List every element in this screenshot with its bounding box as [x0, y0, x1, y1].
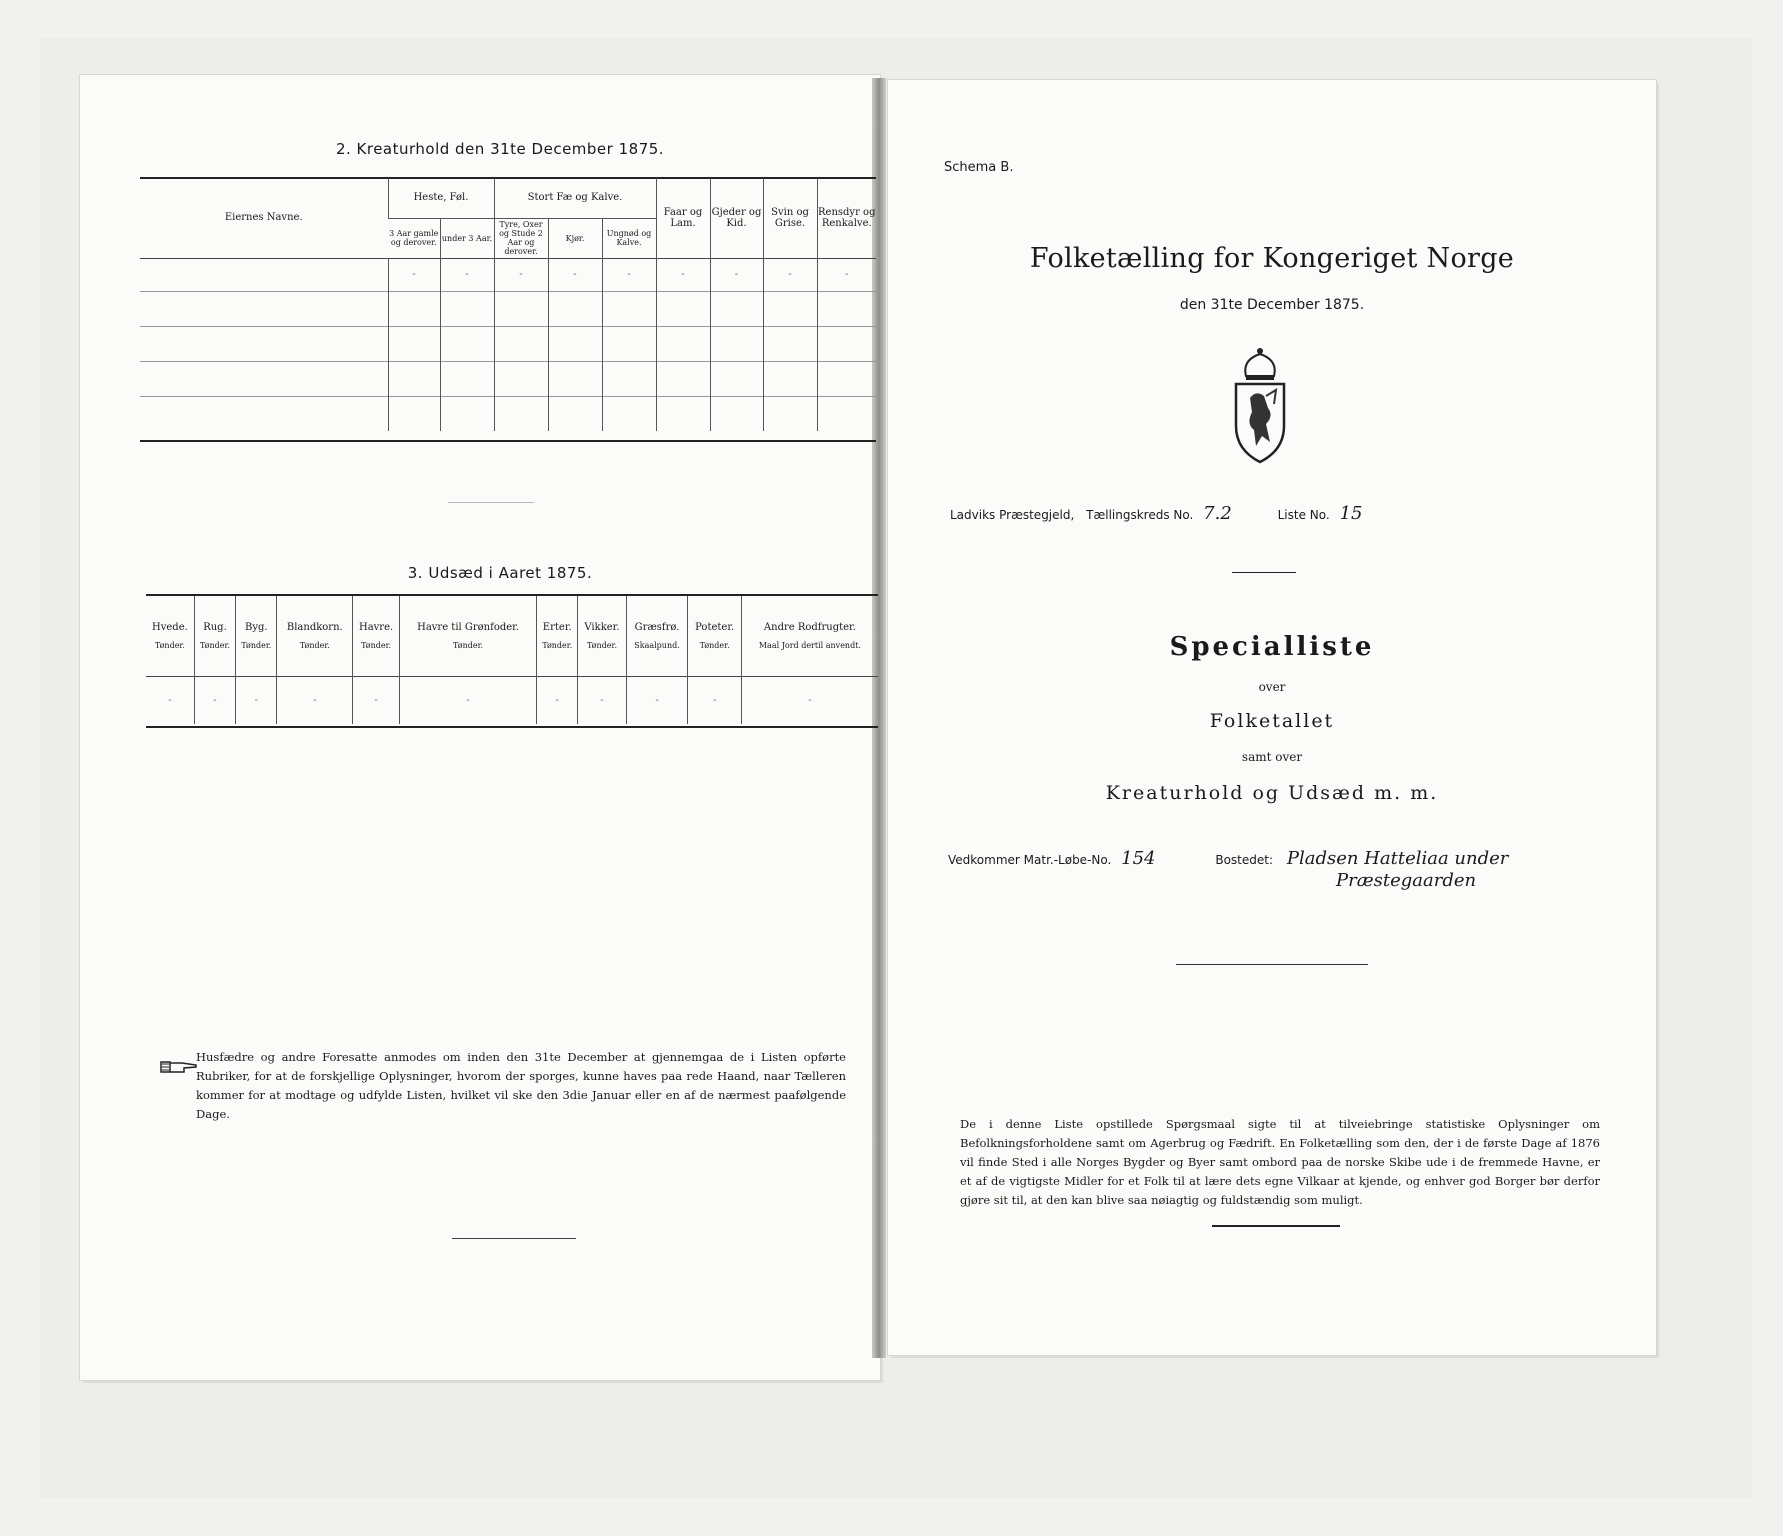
- sowing-col-8: [626, 596, 688, 676]
- table-row: [140, 361, 876, 396]
- sowing-col-name: Erter.: [542, 621, 572, 633]
- list-label: Liste No.: [1277, 508, 1330, 522]
- district-value: 7.2: [1203, 503, 1232, 524]
- parish-label: Ladviks Præstegjeld,: [950, 508, 1075, 522]
- sowing-cell: -: [626, 676, 688, 724]
- district-label: Tællingskreds No.: [1086, 508, 1194, 522]
- col-reindeer: Rensdyr og Renkalve.: [817, 178, 876, 258]
- schema-label: Schema B.: [944, 160, 1014, 175]
- sowing-cell: -: [194, 676, 235, 724]
- table-row: [146, 676, 878, 724]
- col-cows: Kjør.: [548, 218, 602, 258]
- sowing-col-unit: Skaalpund.: [634, 640, 680, 650]
- sowing-col-unit: Tønder.: [453, 640, 484, 650]
- sowing-col-unit: Maal Jord dertil anvendt.: [758, 640, 861, 650]
- sowing-cell: -: [168, 694, 172, 706]
- section2-title: 2. Kreaturhold den 31te December 1875.: [335, 140, 665, 158]
- kreaturhold-heading: Kreaturhold og Udsæd m. m.: [1105, 782, 1439, 804]
- sowing-col-name: Poteter.: [695, 621, 735, 633]
- sowing-col-6: [537, 596, 578, 676]
- col-pigs: Svin og Grise.: [763, 178, 817, 258]
- col-goats: Gjeder og Kid.: [710, 178, 763, 258]
- col-sheep: Faar og Lam.: [656, 178, 710, 258]
- folketallet-heading: Folketallet: [1209, 710, 1335, 732]
- sowing-cell: -: [688, 676, 741, 724]
- sowing-col-name: Hvede.: [152, 621, 188, 633]
- divider: [1232, 572, 1296, 573]
- specialliste-heading: Specialliste: [1169, 632, 1375, 662]
- col-horses-under3: under 3 Aar.: [440, 218, 494, 258]
- bostedet-value-1: Pladsen Hatteliaa under: [1286, 848, 1509, 869]
- sowing-col-unit: Tønder.: [586, 640, 617, 650]
- explanation-paragraph: De i denne Liste opstillede Spørgsmaal sigte til at tilveiebringe statistiske Oplysninger om Befolkningsforholdene samt om Agerbrug og Fædrift. En Folketælling som den, der i de første Dage af 1876 vil finde Sted i alle Norges Bygder og Byer samt ombord paa de norske Skibe ude i de fremmede Havne, er et af de vigtigste Midler for et Folk til at lære dets egne Vilkaar at kjende, og enhver god Borger bør derfor gjøre sit til, at den kan blive saa nøiagtig og fuldstændig som muligt.: [960, 1117, 1600, 1207]
- sowing-col-unit: Tønder.: [241, 640, 272, 650]
- sowing-col-name: Havre.: [358, 621, 394, 633]
- table-row: [140, 396, 876, 431]
- sowing-cell: -: [353, 676, 400, 724]
- table-row: [140, 291, 876, 326]
- sowing-col-unit: Tønder.: [542, 640, 573, 650]
- sowing-col-3: [277, 596, 353, 676]
- sowing-col-unit: Tønder.: [199, 640, 230, 650]
- samt-over-text: samt over: [1241, 750, 1303, 764]
- divider: [1176, 964, 1368, 965]
- sowing-col-name: Vikker.: [584, 621, 620, 633]
- sowing-col-9: [688, 596, 741, 676]
- col-group-cattle: Stort Fæ og Kalve.: [494, 178, 656, 218]
- sowing-cell: -: [236, 676, 277, 724]
- over-text: over: [1258, 680, 1286, 694]
- sowing-col-name: Havre til Grønfoder.: [417, 621, 520, 633]
- sowing-col-5: [400, 596, 537, 676]
- sowing-col-4: [353, 596, 400, 676]
- sowing-col-name: Byg.: [245, 621, 268, 633]
- end-rule: [1212, 1225, 1340, 1227]
- pointing-hand-icon: [160, 1058, 198, 1076]
- sowing-cell: -: [741, 676, 878, 724]
- sowing-col-0: [146, 596, 194, 676]
- col-horses-3yr: 3 Aar gamle og derover.: [389, 229, 439, 247]
- matr-label: Vedkommer Matr.-Løbe-No.: [948, 853, 1112, 867]
- sowing-col-name: Rug.: [203, 621, 227, 633]
- list-value: 15: [1339, 503, 1363, 524]
- sowing-col-unit: Tønder.: [154, 640, 185, 650]
- col-young-cattle: Ungnød og Kalve.: [602, 218, 656, 258]
- section3-title: 3. Udsæd i Aaret 1875.: [407, 564, 593, 582]
- table-row: - - - - - - - - -: [140, 258, 876, 291]
- sowing-col-unit: Tønder.: [299, 640, 330, 650]
- sowing-col-name: Blandkorn.: [286, 621, 343, 633]
- page-title: Folketælling for Kongeriget Norge: [1029, 243, 1515, 274]
- sowing-col-1: [194, 596, 235, 676]
- bostedet-label: Bostedet:: [1215, 853, 1274, 867]
- section3-bottom-rule: [146, 726, 878, 728]
- notice-text: Husfædre og andre Foresatte anmodes om inden den 31te December at gjennemgaa de i Listen opførte Rubriker, for at de forskjellige Oplysninger, hvorom der sporges, kunne haves paa rede Haand, naar Tælleren kommer for at modtage og udfylde Listen, hvilket vil ske den 3die Januar eller en af de nærmest paafølgende Dage.: [196, 1050, 846, 1121]
- sowing-col-unit: Tønder.: [699, 640, 730, 650]
- sowing-cell: -: [537, 676, 578, 724]
- sowing-col-7: [578, 596, 626, 676]
- col-bulls: Tyre, Oxer og Stude 2 Aar og derover.: [494, 218, 548, 258]
- section2-bottom-rule: [140, 440, 876, 442]
- sowing-col-name: Græsfrø.: [634, 621, 680, 633]
- sowing-col-10: [741, 596, 878, 676]
- sowing-cell: -: [578, 676, 626, 724]
- sowing-col-2: [236, 596, 277, 676]
- sowing-table: [146, 596, 878, 724]
- sowing-cell: -: [400, 676, 537, 724]
- table-row: [140, 326, 876, 361]
- col-owner-names: Eiernes Navne.: [224, 212, 303, 224]
- col-group-horses: Heste, Føl.: [388, 178, 494, 218]
- bostedet-value-2: Præstegaarden: [1336, 870, 1477, 891]
- sowing-cell: -: [277, 676, 353, 724]
- sowing-col-name: Andre Rodfrugter.: [763, 621, 856, 633]
- end-rule: [452, 1238, 576, 1239]
- divider: [448, 502, 534, 503]
- matr-value: 154: [1121, 848, 1156, 869]
- norway-coat-of-arms-icon: [1226, 346, 1294, 466]
- census-date: den 31te December 1875.: [1179, 297, 1365, 313]
- livestock-table: [140, 178, 876, 431]
- sowing-col-unit: Tønder.: [361, 640, 392, 650]
